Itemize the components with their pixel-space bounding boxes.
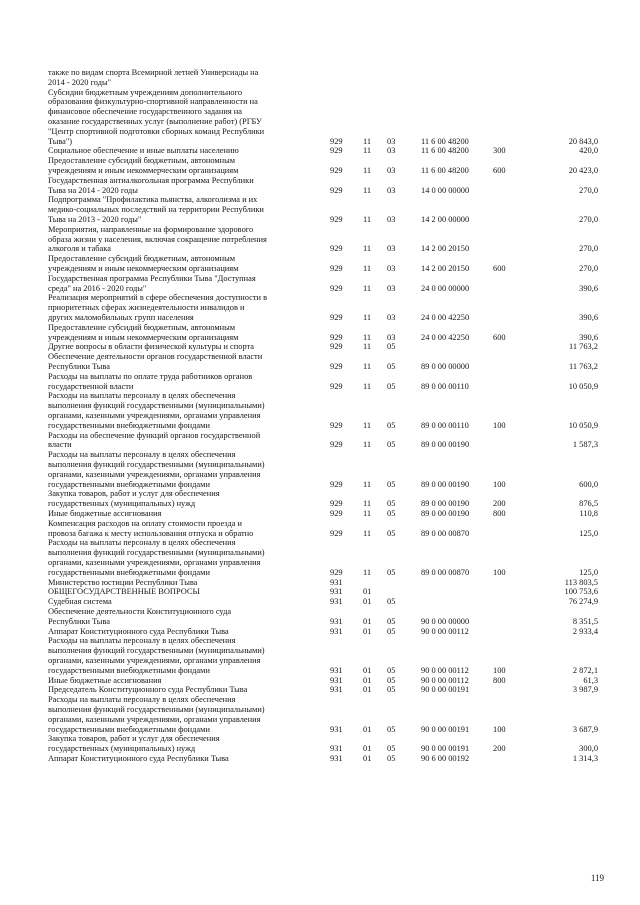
cell-sum: 113 803,5	[564, 577, 598, 587]
cell-vr: 100	[493, 665, 506, 675]
cell-podr: 05	[387, 724, 396, 734]
cell-csr: 90 0 00 00112	[421, 665, 469, 675]
cell-csr: 90 0 00 00112	[421, 626, 469, 636]
table-row	[0, 578, 640, 588]
row-name	[48, 578, 310, 588]
row-name-line: государственных (муниципальных) нужд	[48, 744, 196, 754]
row-name	[48, 450, 310, 489]
cell-podr: 05	[387, 342, 396, 352]
table-row	[0, 489, 640, 509]
cell-podr: 05	[387, 381, 396, 391]
row-name	[48, 431, 310, 451]
row-name	[48, 68, 310, 88]
row-name-line: среда" на 2016 - 2020 годы"	[48, 283, 147, 293]
cell-razd: 11	[363, 420, 372, 430]
row-name-line: органами, казенными учреждениями, органами управления	[48, 557, 261, 567]
row-name-line: Расходы на выплаты персоналу в целях обеспечения	[48, 695, 236, 705]
table-row	[0, 734, 640, 754]
cell-podr: 05	[387, 499, 396, 509]
row-name-line: Другие вопросы в области физической культуры и спорта	[48, 342, 255, 352]
cell-vedom: 929	[330, 263, 343, 273]
cell-razd: 11	[363, 342, 372, 352]
cell-razd: 01	[363, 675, 372, 685]
cell-sum: 20 843,0	[568, 136, 598, 146]
row-name-line: государственных (муниципальных) нужд	[48, 499, 196, 509]
cell-vedom: 929	[330, 361, 343, 371]
cell-vedom: 931	[330, 754, 343, 763]
cell-vedom: 929	[330, 214, 343, 224]
cell-sum: 10 050,9	[568, 381, 598, 391]
cell-razd: 11	[363, 244, 372, 254]
row-name	[48, 323, 310, 343]
row-name-line: Расходы на обеспечение функций органов государственной	[48, 430, 261, 440]
cell-vedom: 931	[330, 665, 343, 675]
cell-razd: 11	[363, 499, 372, 509]
table-row	[0, 274, 640, 294]
cell-vedom: 931	[330, 616, 343, 626]
cell-vedom: 931	[330, 587, 343, 597]
table-row	[0, 156, 640, 176]
row-name-line: учреждениям и иным некоммерческим организациям	[48, 332, 239, 342]
cell-podr: 05	[387, 528, 396, 538]
row-name-line: образования физкультурно-спортивной направленности на	[48, 97, 258, 107]
table-row	[0, 88, 640, 147]
cell-vr: 200	[493, 744, 506, 754]
cell-csr: 14 2 00 20150	[421, 263, 470, 273]
cell-razd: 11	[363, 509, 372, 518]
cell-vr: 100	[493, 420, 506, 430]
row-name	[48, 754, 310, 764]
cell-razd: 11	[363, 214, 372, 224]
cell-sum: 390,6	[579, 283, 598, 293]
row-name	[48, 509, 310, 519]
cell-razd: 11	[363, 479, 372, 489]
row-name-line: выполнения функций государственными (муниципальными)	[48, 704, 265, 714]
row-name-line: Иные бюджетные ассигнования	[48, 509, 162, 518]
cell-podr: 03	[387, 165, 396, 175]
cell-razd: 11	[363, 567, 372, 577]
cell-csr: 90 0 00 00191	[421, 685, 470, 695]
cell-csr: 11 6 00 48200	[421, 146, 469, 156]
cell-sum: 11 763,2	[568, 361, 598, 371]
cell-vr: 100	[493, 479, 506, 489]
cell-razd: 11	[363, 440, 372, 450]
table-row	[0, 195, 640, 224]
cell-sum: 876,5	[579, 499, 598, 509]
cell-podr: 03	[387, 146, 396, 156]
row-name-line: Расходы на выплаты по оплате труда работников органов	[48, 371, 253, 381]
table-row	[0, 627, 640, 637]
row-name-line: также по видам спорта Всемирной летней Универсиады на	[48, 68, 259, 77]
row-name-line: государственными внебюджетными фондами	[48, 420, 210, 430]
row-name-line: органами, казенными учреждениями, органами управления	[48, 655, 261, 665]
row-name	[48, 538, 310, 577]
row-name-line: Аппарат Конституционного суда Республики Тыва	[48, 754, 229, 763]
cell-sum: 61,3	[583, 675, 598, 685]
table-row	[0, 754, 640, 764]
table-row	[0, 597, 640, 607]
table-row	[0, 431, 640, 451]
cell-sum: 1 587,3	[572, 440, 598, 450]
cell-vr: 600	[493, 165, 506, 175]
row-name	[48, 519, 310, 539]
row-name	[48, 156, 310, 176]
row-name-line: Тыва на 2013 - 2020 годы"	[48, 214, 142, 224]
cell-vedom: 931	[330, 724, 343, 734]
cell-vr: 200	[493, 499, 506, 509]
cell-podr: 05	[387, 754, 396, 763]
cell-vr: 100	[493, 567, 506, 577]
cell-podr: 05	[387, 597, 396, 607]
row-name-line: Тыва на 2014 - 2020 годы	[48, 185, 138, 195]
row-name	[48, 195, 310, 224]
cell-vedom: 929	[330, 381, 343, 391]
cell-sum: 125,0	[579, 528, 598, 538]
table-row	[0, 176, 640, 196]
cell-vedom: 929	[330, 185, 343, 195]
row-name	[48, 176, 310, 196]
row-name-line: Иные бюджетные ассигнования	[48, 675, 162, 685]
row-name-line: Реализация мероприятий в сфере обеспечения доступности в	[48, 293, 268, 303]
cell-csr: 90 0 00 00112	[421, 675, 469, 685]
table-row	[0, 254, 640, 274]
row-name-line: выполнения функций государственными (муниципальными)	[48, 459, 265, 469]
row-name-line: органами, казенными учреждениями, органами управления	[48, 410, 261, 420]
cell-csr: 24 0 00 42250	[421, 332, 470, 342]
cell-vedom: 929	[330, 528, 343, 538]
cell-csr: 89 0 00 00870	[421, 528, 470, 538]
cell-csr: 90 0 00 00191	[421, 724, 470, 734]
row-name-line: органами, казенными учреждениями, органами управления	[48, 469, 261, 479]
table-row	[0, 636, 640, 675]
cell-podr: 03	[387, 214, 396, 224]
row-name-line: учреждениям и иным некоммерческим организациям	[48, 165, 239, 175]
cell-sum: 76 274,9	[568, 597, 598, 607]
cell-razd: 11	[363, 263, 372, 273]
cell-csr: 11 6 00 48200	[421, 136, 469, 146]
cell-csr: 14 0 00 00000	[421, 185, 470, 195]
row-name-line: "Центр спортивной подготовки сборных команд Республики	[48, 126, 265, 136]
cell-razd: 01	[363, 754, 372, 763]
row-name-line: выполнения функций государственными (муниципальными)	[48, 646, 265, 656]
cell-sum: 125,0	[579, 567, 598, 577]
row-name-line: Предоставление субсидий бюджетным, автономным	[48, 254, 236, 264]
cell-csr: 89 0 00 00190	[421, 509, 470, 518]
row-name-line: Аппарат Конституционного суда Республики Тыва	[48, 626, 229, 636]
cell-sum: 390,6	[579, 332, 598, 342]
table-row	[0, 695, 640, 734]
cell-vedom: 929	[330, 440, 343, 450]
table-row	[0, 450, 640, 489]
row-name-line: алкоголя и табака	[48, 244, 111, 254]
table-row	[0, 372, 640, 392]
row-name-line: Расходы на выплаты персоналу в целях обеспечения	[48, 391, 236, 401]
cell-sum: 270,0	[579, 244, 598, 254]
cell-csr: 89 0 00 00110	[421, 420, 469, 430]
cell-vr: 800	[493, 509, 506, 518]
row-name-line: Председатель Конституционного суда Республики Тыва	[48, 685, 248, 695]
row-name-line: ОБЩЕГОСУДАРСТВЕННЫЕ ВОПРОСЫ	[48, 587, 200, 597]
row-name-line: 2014 - 2020 годы"	[48, 77, 112, 87]
cell-razd: 01	[363, 724, 372, 734]
row-name-line: Закупка товаров, работ и услуг для обеспечения	[48, 489, 220, 499]
cell-razd: 01	[363, 665, 372, 675]
row-name-line: Расходы на выплаты персоналу в целях обеспечения	[48, 636, 236, 646]
row-name-line: Государственная программа Республики Тыва "Доступная	[48, 273, 256, 283]
row-name-line: Обеспечение деятельности органов государственной власти	[48, 352, 263, 362]
cell-sum: 11 763,2	[568, 342, 598, 352]
row-name-line: Республики Тыва	[48, 616, 110, 626]
row-name-line: власти	[48, 440, 72, 450]
row-name-line: Расходы на выплаты персоналу в целях обеспечения	[48, 538, 236, 548]
cell-csr: 24 0 00 42250	[421, 312, 470, 322]
cell-razd: 11	[363, 528, 372, 538]
row-name-line: Судебная система	[48, 597, 112, 607]
cell-podr: 05	[387, 744, 396, 754]
cell-vedom: 931	[330, 675, 343, 685]
table-row	[0, 68, 640, 88]
row-name-line: государственными внебюджетными фондами	[48, 665, 210, 675]
row-name-line: выполнения функций государственными (муниципальными)	[48, 401, 265, 411]
table-row	[0, 293, 640, 322]
cell-vedom: 929	[330, 479, 343, 489]
cell-csr: 89 0 00 00190	[421, 440, 470, 450]
cell-sum: 100 753,6	[564, 587, 598, 597]
cell-razd: 01	[363, 744, 372, 754]
row-name	[48, 254, 310, 274]
cell-podr: 05	[387, 420, 396, 430]
cell-razd: 11	[363, 185, 372, 195]
cell-vedom: 931	[330, 685, 343, 695]
cell-podr: 03	[387, 283, 396, 293]
cell-sum: 2 872,1	[572, 665, 598, 675]
row-name-line: Предоставление субсидий бюджетным, автономным	[48, 156, 236, 166]
table-row	[0, 607, 640, 627]
row-name-line: Компенсация расходов на оплату стоимости проезда и	[48, 518, 242, 528]
cell-sum: 270,0	[579, 263, 598, 273]
cell-razd: 01	[363, 597, 372, 607]
table-row	[0, 587, 640, 597]
row-name-line: медико-социальных последствий на территории Республики	[48, 205, 264, 215]
cell-podr: 05	[387, 626, 396, 636]
cell-csr: 89 0 00 00000	[421, 361, 470, 371]
row-name-line: Мероприятия, направленные на формирование здорового	[48, 224, 254, 234]
cell-razd: 11	[363, 361, 372, 371]
cell-razd: 01	[363, 626, 372, 636]
cell-podr: 05	[387, 685, 396, 695]
cell-sum: 20 423,0	[568, 165, 598, 175]
row-name	[48, 293, 310, 322]
row-name-line: государственными внебюджетными фондами	[48, 567, 210, 577]
row-name	[48, 597, 310, 607]
cell-sum: 8 351,5	[572, 616, 598, 626]
cell-sum: 1 314,3	[572, 754, 598, 763]
cell-razd: 11	[363, 332, 372, 342]
cell-vr: 600	[493, 332, 506, 342]
row-name	[48, 225, 310, 254]
cell-csr: 89 0 00 00870	[421, 567, 470, 577]
row-name-line: государственными внебюджетными фондами	[48, 724, 210, 734]
cell-razd: 01	[363, 587, 372, 597]
table-row	[0, 391, 640, 430]
row-name	[48, 695, 310, 734]
row-name-line: оказание государственных услуг (выполнение работ) (РГБУ	[48, 117, 262, 126]
cell-sum: 390,6	[579, 312, 598, 322]
cell-vedom: 929	[330, 342, 343, 352]
cell-podr: 05	[387, 616, 396, 626]
row-name-line: Подпрограмма "Профилактика пьянства, алкоголизма и их	[48, 195, 258, 205]
cell-csr: 90 0 00 00000	[421, 616, 470, 626]
row-name-line: образа жизни у населения, включая сокращение потребления	[48, 234, 267, 244]
cell-csr: 14 2 00 00000	[421, 214, 470, 224]
cell-sum: 3 987,9	[572, 685, 598, 695]
cell-sum: 3 687,9	[572, 724, 598, 734]
row-name	[48, 676, 310, 686]
table-row	[0, 676, 640, 686]
row-name	[48, 146, 310, 156]
cell-sum: 300,0	[579, 744, 598, 754]
cell-razd: 11	[363, 312, 372, 322]
table-row	[0, 538, 640, 577]
row-name-line: Государственная антиалкогольная программа Республики	[48, 175, 254, 185]
cell-podr: 03	[387, 185, 396, 195]
cell-sum: 270,0	[579, 185, 598, 195]
row-name-line: приоритетных сферах жизнедеятельности инвалидов и	[48, 303, 245, 313]
cell-podr: 05	[387, 567, 396, 577]
cell-vedom: 931	[330, 577, 343, 587]
table-row	[0, 685, 640, 695]
cell-sum: 600,0	[579, 479, 598, 489]
cell-vedom: 931	[330, 626, 343, 636]
cell-csr: 24 0 00 00000	[421, 283, 470, 293]
cell-razd: 11	[363, 381, 372, 391]
row-name	[48, 342, 310, 352]
cell-vedom: 929	[330, 332, 343, 342]
cell-vedom: 929	[330, 499, 343, 509]
row-name-line: государственной власти	[48, 381, 134, 391]
cell-razd: 11	[363, 136, 372, 146]
cell-csr: 14 2 00 20150	[421, 244, 470, 254]
cell-vedom: 929	[330, 283, 343, 293]
cell-podr: 05	[387, 509, 396, 518]
cell-vedom: 929	[330, 146, 343, 156]
row-name	[48, 685, 310, 695]
cell-csr: 90 0 00 00191	[421, 744, 470, 754]
row-name	[48, 587, 310, 597]
cell-vedom: 929	[330, 244, 343, 254]
cell-sum: 270,0	[579, 214, 598, 224]
cell-podr: 03	[387, 332, 396, 342]
cell-razd: 01	[363, 616, 372, 626]
cell-razd: 11	[363, 165, 372, 175]
row-name	[48, 372, 310, 392]
cell-razd: 11	[363, 283, 372, 293]
row-name-line: Министерство юстиции Республики Тыва	[48, 577, 198, 587]
cell-vedom: 929	[330, 165, 343, 175]
row-name	[48, 352, 310, 372]
table-row	[0, 342, 640, 352]
cell-sum: 2 933,4	[572, 626, 598, 636]
cell-podr: 03	[387, 312, 396, 322]
cell-sum: 110,8	[579, 509, 598, 518]
row-name-line: органами, казенными учреждениями, органами управления	[48, 714, 261, 724]
cell-vedom: 929	[330, 136, 343, 146]
cell-sum: 420,0	[579, 146, 598, 156]
cell-podr: 05	[387, 675, 396, 685]
row-name-line: Расходы на выплаты персоналу в целях обеспечения	[48, 450, 236, 460]
cell-vr: 800	[493, 675, 506, 685]
row-name-line: финансовое обеспечение государственного задания на	[48, 107, 242, 117]
cell-sum: 10 050,9	[568, 420, 598, 430]
row-name-line: выполнения функций государственными (муниципальными)	[48, 548, 265, 558]
row-name-line: других маломобильных групп населения	[48, 312, 194, 322]
row-name-line: провоза багажа к месту использования отпуска и обратно	[48, 528, 254, 538]
row-name-line: Предоставление субсидий бюджетным, автономным	[48, 322, 236, 332]
cell-razd: 11	[363, 146, 372, 156]
cell-vedom: 931	[330, 597, 343, 607]
page-number: 119	[590, 873, 604, 883]
cell-podr: 03	[387, 136, 396, 146]
cell-vr: 100	[493, 724, 506, 734]
row-name	[48, 88, 310, 147]
row-name	[48, 636, 310, 675]
cell-vr: 600	[493, 263, 506, 273]
row-name-line: Тыва")	[48, 136, 73, 146]
row-name-line: Субсидии бюджетным учреждениям дополнительного	[48, 87, 243, 97]
row-name-line: Республики Тыва	[48, 361, 110, 371]
table-row	[0, 323, 640, 343]
row-name	[48, 607, 310, 627]
row-name	[48, 489, 310, 509]
cell-podr: 05	[387, 440, 396, 450]
table-row	[0, 146, 640, 156]
row-name-line: Социальное обеспечение и иные выплаты населению	[48, 146, 239, 156]
cell-vedom: 931	[330, 744, 343, 754]
table-row	[0, 225, 640, 254]
table-row	[0, 519, 640, 539]
table-row	[0, 509, 640, 519]
row-name	[48, 734, 310, 754]
cell-podr: 05	[387, 361, 396, 371]
cell-vedom: 929	[330, 312, 343, 322]
cell-csr: 89 0 00 00190	[421, 479, 470, 489]
row-name-line: учреждениям и иным некоммерческим организациям	[48, 263, 239, 273]
row-name-line: Закупка товаров, работ и услуг для обеспечения	[48, 734, 220, 744]
cell-csr: 89 0 00 00110	[421, 381, 469, 391]
table-row	[0, 352, 640, 372]
cell-vedom: 929	[330, 567, 343, 577]
cell-csr: 11 6 00 48200	[421, 165, 469, 175]
row-name	[48, 391, 310, 430]
cell-razd: 01	[363, 685, 372, 695]
cell-podr: 03	[387, 244, 396, 254]
row-name	[48, 274, 310, 294]
cell-podr: 05	[387, 665, 396, 675]
cell-csr: 90 6 00 00192	[421, 754, 470, 763]
cell-csr: 89 0 00 00190	[421, 499, 470, 509]
cell-podr: 03	[387, 263, 396, 273]
cell-vr: 300	[493, 146, 506, 156]
cell-vedom: 929	[330, 420, 343, 430]
row-name-line: государственными внебюджетными фондами	[48, 479, 210, 489]
cell-podr: 05	[387, 479, 396, 489]
cell-vedom: 929	[330, 509, 343, 518]
row-name-line: Обеспечение деятельности Конституционного суда	[48, 607, 232, 616]
row-name	[48, 627, 310, 637]
